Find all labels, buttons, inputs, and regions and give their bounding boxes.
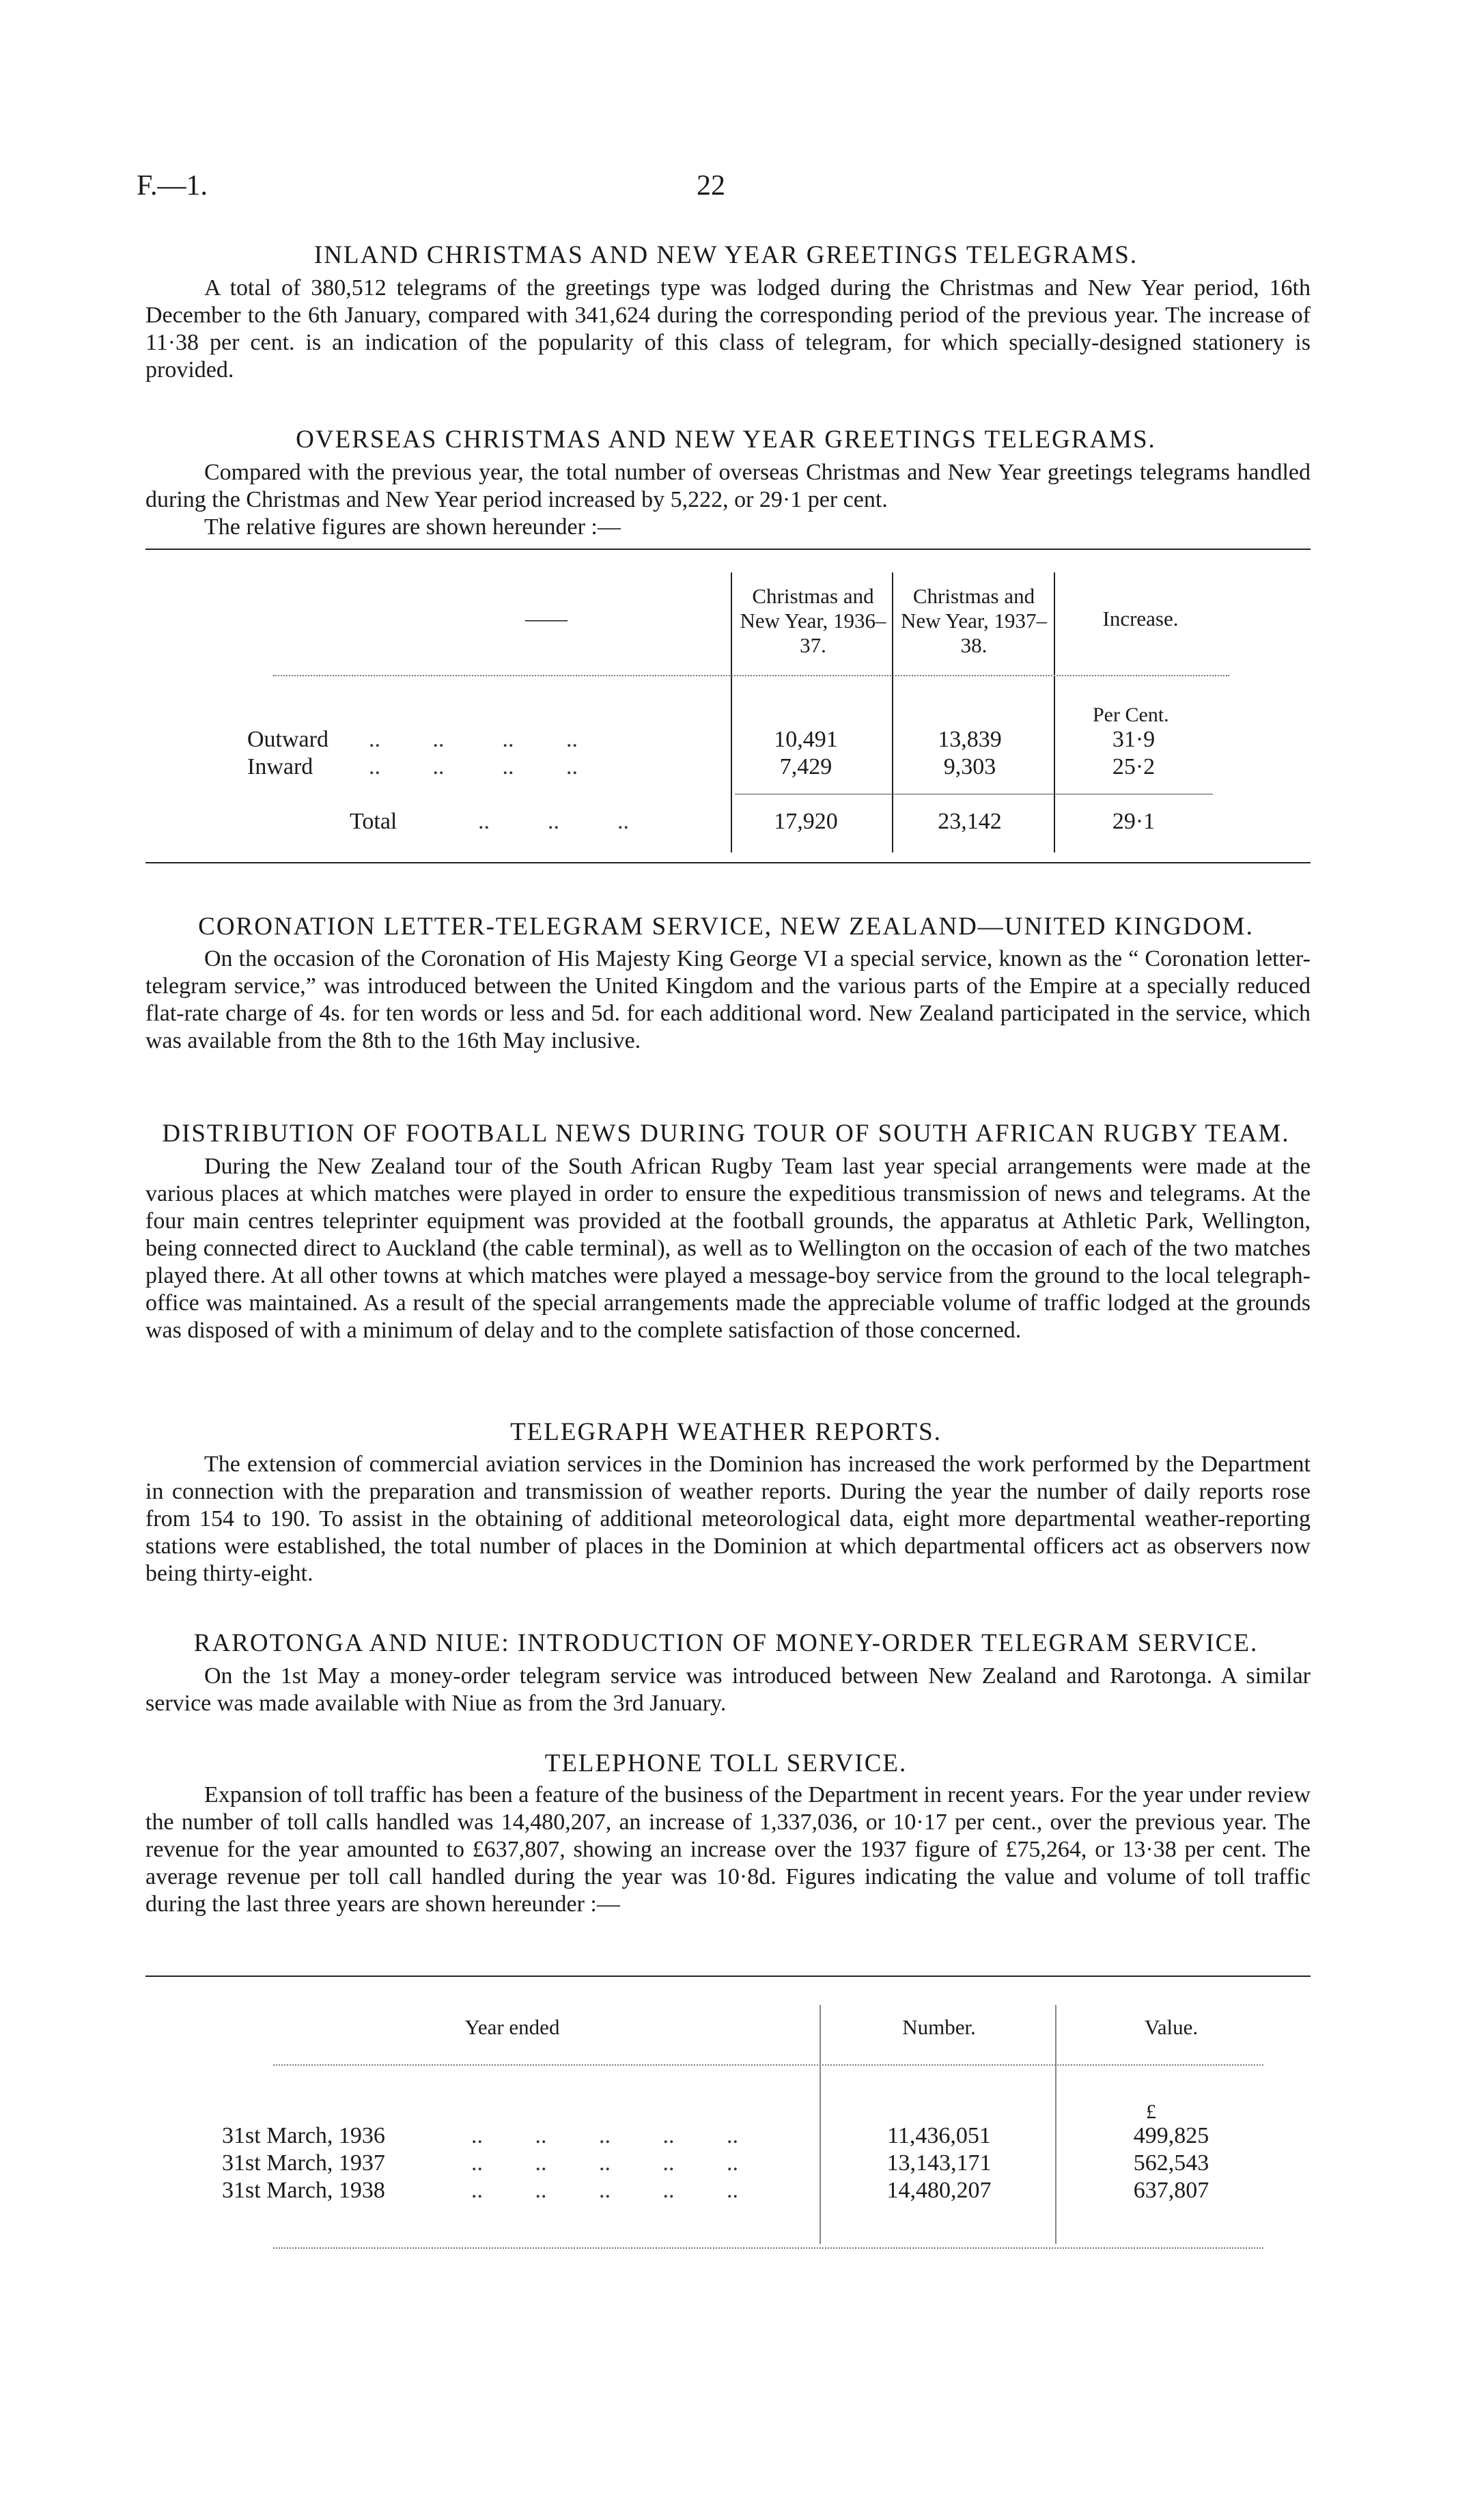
cell-value: 637,807 [1133,2178,1209,2203]
cell-total-1936-37: 17,920 [774,809,838,834]
column-header-1936-37: Christmas and New Year, 1936–37. [740,584,886,657]
currency-pound: £ [1146,2101,1156,2123]
column-header-year-ended: Year ended [464,2015,560,2039]
section-heading-toll-service: TELEPHONE TOLL SERVICE. [544,1749,908,1777]
section-heading-rarotonga-niue: RAROTONGA AND NIUE: INTRODUCTION OF MONEY-ORDER TELEGRAM SERVICE. [193,1629,1259,1657]
section-heading-football-news: DISTRIBUTION OF FOOTBALL NEWS DURING TOUR OF SOUTH AFRICAN RUGBY TEAM. [162,1120,1290,1148]
cell-inward-increase: 25·2 [1112,754,1156,779]
cell-inward-1936-37: 7,429 [779,754,832,779]
row-label-inward: Inward [247,754,313,779]
column-header-number: Number. [902,2015,976,2039]
table-bottom-rule [145,862,1311,863]
cell-value: 499,825 [1133,2123,1209,2148]
paragraph-weather-reports: The extension of commercial aviation services in the Dominion has increased the work performed by the Department in connection with the preparation and transmission of weather reports. During the year the number of daily reports rose from 154 to 190. To assist in the obtaining of additional meteorological data, eight more departmental weather-reporting stations were established, the total number of places in the Dominion at which departmental officers act as observers now being thirty-eight. [145,1452,1311,1586]
header-separator [273,675,1229,676]
unit-per-cent: Per Cent. [1093,704,1169,726]
header-separator [273,2064,1263,2066]
table-column-divider [1054,572,1055,852]
table-top-rule [145,549,1311,550]
cell-total-increase: 29·1 [1112,809,1156,834]
table-column-divider [731,572,732,852]
page-number: 22 [697,170,725,202]
table-bottom-rule [273,2247,1263,2249]
cell-outward-1936-37: 10,491 [774,727,838,752]
table-top-rule [145,1976,1311,1977]
cell-total-1937-38: 23,142 [938,809,1002,834]
paragraph-rarotonga-niue: On the 1st May a money-order telegram service was introduced between New Zealand and Rarotonga. A similar service was made available with Niue as from the 3rd January. [145,1663,1311,1716]
cell-outward-1937-38: 13,839 [938,727,1002,752]
section-heading-weather-reports: TELEGRAPH WEATHER REPORTS. [510,1418,942,1446]
row-year: 31st March, 1936 [222,2123,385,2148]
cell-inward-1937-38: 9,303 [943,754,996,779]
section-heading-inland-greetings: INLAND CHRISTMAS AND NEW YEAR GREETINGS TELEGRAMS. [313,241,1138,269]
column-header-increase: Increase. [1102,607,1179,630]
paragraph-football-news: During the New Zealand tour of the South African Rugby Team last year special arrangements were made at the various places at which matches were played in order to ensure the expeditious transmission of news and telegrams. At the four main centres teleprinter equipment was provided at the football grounds, the apparatus at Athletic Park, Wellington, being connected direct to Auckland (the cable terminal), as well as to Wellington on the occasion of each of the two matches played there. At all other towns at which matches were played a message-boy service from the ground to the local telegraph-office was maintained. As a result of the special arrangements made the appreciable volume of traffic lodged at the grounds was disposed of with a minimum of delay and to the complete satisfaction of those concerned. [145,1154,1311,1343]
column-header-blank: —— [525,607,568,630]
cell-value: 562,543 [1133,2150,1209,2176]
row-year: 31st March, 1937 [222,2150,385,2176]
table-lead-in: The relative figures are shown hereunder :— [204,514,621,540]
paragraph-inland-greetings: A total of 380,512 telegrams of the greetings type was lodged during the Christmas and New Year period, 16th December to the 6th January, compared with 341,624 during the corresponding period of the previous year. The increase of 11·38 per cent. is an indication of the popularity of this class of telegram, for which specially-designed stationery is provided. [145,275,1311,383]
document-page: F.—1. 22 INLAND CHRISTMAS AND NEW YEAR GREETINGS TELEGRAMS. A total of 380,512 telegrams of the greetings type was lodged during the Christmas and New Year period, 16th December to the 6th January, compared with 341,624 during the corresponding period of the previous year. The increase of 11·38 per cent. is an indication of the popularity of this class of telegram, for which specially-designed stationery is provided. OVERSEAS CHRISTMAS AND NEW YEAR GREETINGS TELEGRAMS. Compared with the previous year, the total number of overseas Christmas and New Year greetings telegrams handled during the Christmas and New Year period increased by 5,222, or 29·1 per cent. The relative figures are shown hereunder :— —— Christmas and New Year, 1936–37. Christmas and New Year, 1937–38. Increase. Per Cent. Outward .. .. .. .. 10,491 13,839 31·9 Inward .. .. .. .. 7,429 9,303 25·2 Total .. .. .. 17,920 23,142 29·1 CORONATION LETTER-TELEGRAM SERVICE, NEW ZEALAND—UNITED KINGDOM. On the occasion of the Coronation of His Majesty King George VI a special service, known as the “ Coronation letter-telegram service,” was introduced between the United Kingdom and the various parts of the Empire at a specially reduced flat-rate charge of 4s. for ten words or less and 5d. for each additional word. New Zealand participated in the service, which was available from the 8th to the 16th May inclusive. DISTRIBUTION OF FOOTBALL NEWS DURING TOUR OF SOUTH AFRICAN RUGBY TEAM. During the New Zealand tour of the South African Rugby Team last year special arrangements were made at the various places at which matches were played in order to ensure the expeditious transmission of news and telegrams. At the four main centres teleprinter equipment was provided at the football grounds, the apparatus at Athletic Park, Wellington, being connected direct to Auckland (the cable terminal), as well as to Wellington on the occasion of each of the two matches played there. At all other towns at which matches were played a message-boy service from the ground to the local telegraph-office was maintained. As a result of the special arrangements made the appreciable volume of traffic lodged at the grounds was disposed of with a minimum of delay and to the complete satisfaction of those concerned. TELEGRAPH WEATHER REPORTS. The extension of commercial aviation services in the Dominion has increased the work performed by the Department in connection with the preparation and transmission of weather reports. During the year the number of daily reports rose from 154 to 190. To assist in the obtaining of additional meteorological data, eight more departmental weather-reporting stations were established, the total number of places in the Dominion at which departmental officers act as observers now being thirty-eight. RAROTONGA AND NIUE: INTRODUCTION OF MONEY-ORDER TELEGRAM SERVICE. On the 1st May a money-order telegram service was introduced between New Zealand and Rarotonga. A similar service was made available with Niue as from the 3rd January. TELEPHONE TOLL SERVICE. Expansion of toll traffic has been a feature of the business of the Department in recent years. For the year under review the number of toll calls handled was 14,480,207, an increase of 1,337,036, or 10·17 per cent., over the previous year. The revenue for the year amounted to £637,807, showing an increase over the 1937 figure of £75,264, or 13·38 per cent. The average revenue per toll call handled during the year was 10·8d. Figures indicating the value and volume of toll traffic during the last three years are shown hereunder :— Year ended Number. Value. £ 31st March, 1936 .. .. .. .. .. 11,436,051 499,825 31st March, 1937 .. .. .. .. .. 13,143,171 562,543 31st March, 1938 .. .. .. .. .. 14,480,207 637,807 [0,0,1484,2509]
cell-outward-increase: 31·9 [1112,727,1156,752]
paragraph-coronation: On the occasion of the Coronation of His Majesty King George VI a special service, known as the “ Coronation letter-telegram service,” was introduced between the United Kingdom and the various parts of the Empire at a specially reduced flat-rate charge of 4s. for ten words or less and 5d. for each additional word. New Zealand participated in the service, which was available from the 8th to the 16th May inclusive. [145,946,1311,1053]
table-column-divider [820,2005,821,2244]
paragraph-overseas-greetings: Compared with the previous year, the total number of overseas Christmas and New Year greetings telegrams handled during the Christmas and New Year period increased by 5,222, or 29·1 per cent. [145,460,1311,512]
section-heading-overseas-greetings: OVERSEAS CHRISTMAS AND NEW YEAR GREETINGS TELEGRAMS. [296,426,1156,454]
row-year: 31st March, 1938 [222,2178,385,2203]
paragraph-toll-service: Expansion of toll traffic has been a feature of the business of the Department in recent years. For the year under review the number of toll calls handled was 14,480,207, an increase of 1,337,036, or 10·17 per cent., over the previous year. The revenue for the year amounted to £637,807, showing an increase over the 1937 figure of £75,264, or 13·38 per cent. The average revenue per toll call handled during the year was 10·8d. Figures indicating the value and volume of toll traffic during the last three years are shown hereunder :— [145,1782,1311,1917]
table-column-divider [1055,2005,1056,2244]
report-code: F.—1. [137,170,208,202]
cell-number: 14,480,207 [886,2178,992,2203]
table-column-divider [892,572,893,852]
cell-number: 11,436,051 [887,2123,991,2148]
row-label-total: Total [350,809,397,834]
column-header-1937-38: Christmas and New Year, 1937–38. [900,584,1048,657]
cell-number: 13,143,171 [886,2150,992,2176]
section-heading-coronation: CORONATION LETTER-TELEGRAM SERVICE, NEW ZEALAND—UNITED KINGDOM. [198,913,1254,941]
column-header-value: Value. [1144,2015,1199,2039]
row-label-outward: Outward [247,727,328,752]
